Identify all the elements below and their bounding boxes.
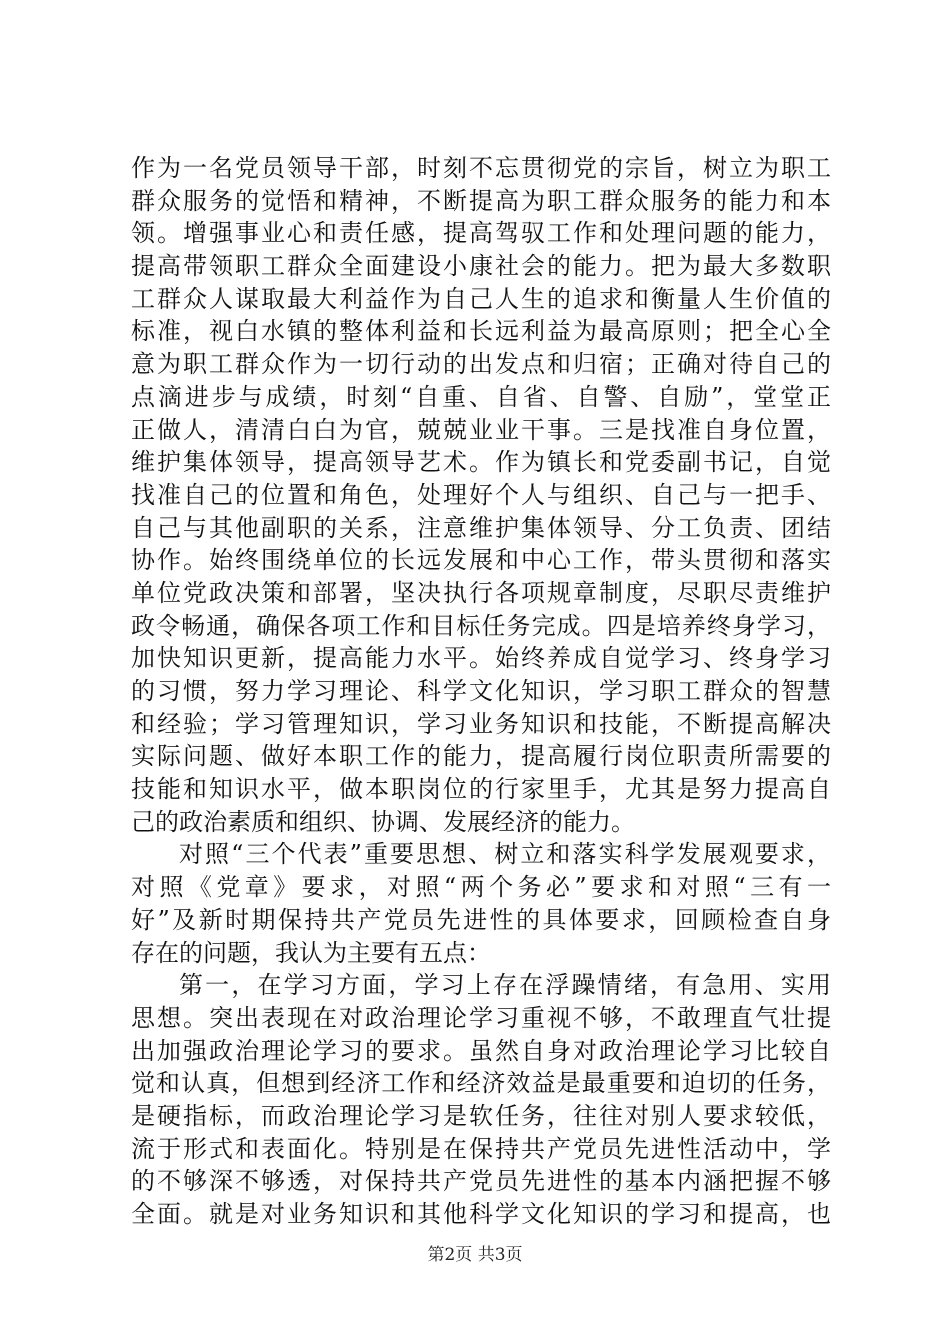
text-line: 和经验；学习管理知识，学习业务知识和技能，不断提高解决 xyxy=(131,709,831,738)
text-line: 加快知识更新，提高能力水平。始终养成自觉学习、终身学习 xyxy=(131,644,831,673)
text-line: 点滴进步与成绩，时刻“自重、自省、自警、自励”，堂堂正 xyxy=(131,382,831,411)
text-line: 的习惯，努力学习理论、科学文化知识，学习职工群众的智慧 xyxy=(131,677,831,705)
text-line: 找准自己的位置和角色，处理好个人与组织、自己与一把手、 xyxy=(131,480,831,509)
text-line: 对照《党章》要求，对照“两个务必”要求和对照“三有一 xyxy=(131,873,831,902)
text-line: 实际问题、做好本职工作的能力，提高履行岗位职责所需要的 xyxy=(131,742,831,771)
text-line: 好”及新时期保持共产党员先进性的具体要求，回顾检查自身 xyxy=(131,905,831,934)
text-line: 领。增强事业心和责任感，提高驾驭工作和处理问题的能力， xyxy=(131,219,831,248)
page-number-footer: 第2页 共3页 xyxy=(427,1245,523,1265)
text-line: 流于形式和表面化。特别是在保持共产党员先进性活动中，学 xyxy=(131,1134,831,1163)
text-line: 的不够深不够透，对保持共产党员先进性的基本内涵把握不够 xyxy=(131,1167,831,1196)
text-line: 工群众人谋取最大利益作为自己人生的追求和衡量人生价值的 xyxy=(131,284,831,313)
text-line: 维护集体领导，提高领导艺术。作为镇长和党委副书记，自觉 xyxy=(131,448,831,477)
text-line: 全面。就是对业务知识和其他科学文化知识的学习和提高，也 xyxy=(131,1200,831,1228)
text-line: 存在的问题，我认为主要有五点： xyxy=(131,938,491,967)
text-line: 标准，视白水镇的整体利益和长远利益为最高原则；把全心全 xyxy=(131,317,831,346)
text-line: 是硬指标，而政治理论学习是软任务，往往对别人要求较低， xyxy=(131,1101,831,1130)
body-text xyxy=(131,152,831,1231)
text-line: 己的政治素质和组织、协调、发展经济的能力。 xyxy=(131,807,635,836)
text-line: 政令畅通，确保各项工作和目标任务完成。四是培养终身学习， xyxy=(131,611,831,640)
text-line: 作为一名党员领导干部，时刻不忘贯彻党的宗旨，树立为职工 xyxy=(131,154,831,182)
text-line: 单位党政决策和部署，坚决执行各项规章制度，尽职尽责维护 xyxy=(131,578,831,607)
text-line: 提高带领职工群众全面建设小康社会的能力。把为最大多数职 xyxy=(131,252,831,281)
text-line: 协作。始终围绕单位的长远发展和中心工作，带头贯彻和落实 xyxy=(131,546,831,575)
text-line: 觉和认真，但想到经济工作和经济效益是最重要和迫切的任务， xyxy=(131,1069,831,1098)
text-line: 正做人，清清白白为官，兢兢业业干事。三是找准自身位置， xyxy=(131,415,831,444)
text-line: 技能和知识水平，做本职岗位的行家里手，尤其是努力提高自 xyxy=(131,775,831,804)
paragraph-first-line: 对照“三个代表”重要思想、树立和落实科学发展观要求， xyxy=(179,840,831,869)
text-line: 出加强政治理论学习的要求。虽然自身对政治理论学习比较自 xyxy=(131,1036,831,1065)
text-line: 思想。突出表现在对政治理论学习重视不够，不敢理直气壮提 xyxy=(131,1003,831,1032)
text-line: 群众服务的觉悟和精神，不断提高为职工群众服务的能力和本 xyxy=(131,186,831,215)
paragraph-first-line: 第一，在学习方面，学习上存在浮躁情绪，有急用、实用 xyxy=(179,971,831,1000)
text-line: 自己与其他副职的关系，注意维护集体领导、分工负责、团结 xyxy=(131,513,831,542)
text-line: 意为职工群众作为一切行动的出发点和归宿；正确对待自己的 xyxy=(131,350,831,379)
